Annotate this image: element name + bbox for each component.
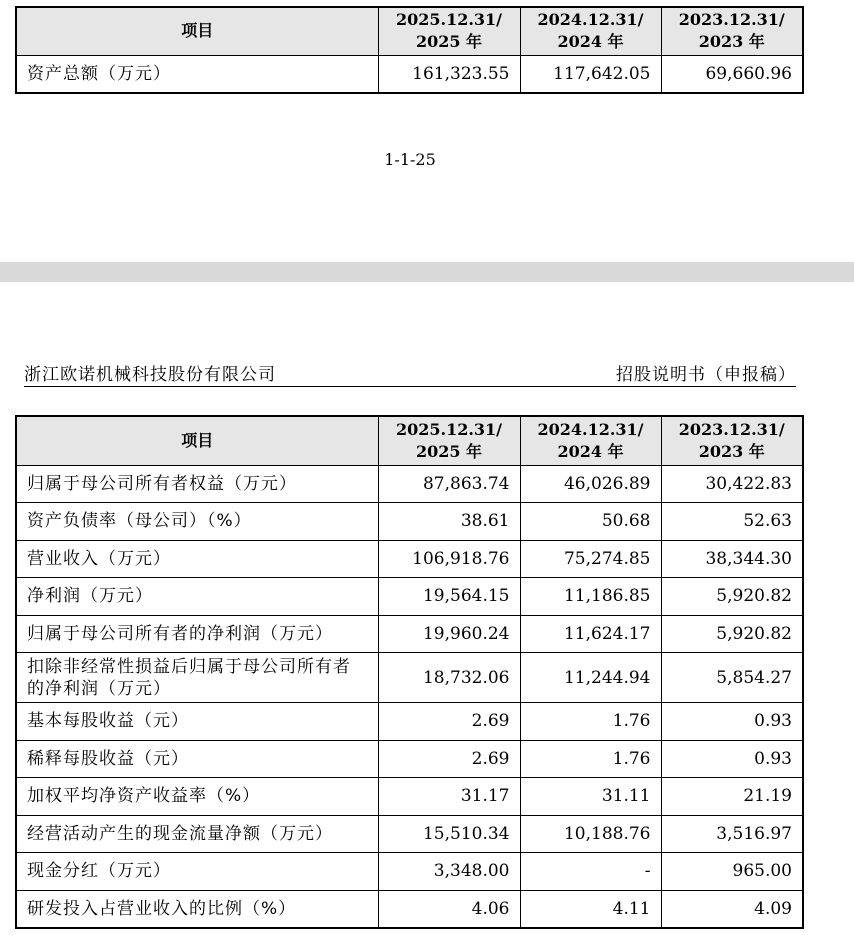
header-item: 项目 xyxy=(16,7,378,55)
row-label: 资产总额（万元） xyxy=(16,55,378,93)
cell-2024: 31.11 xyxy=(520,778,661,816)
cell-2025: 4.06 xyxy=(378,890,520,928)
header-2024 xyxy=(520,7,661,55)
cell-2023: 52.63 xyxy=(661,503,803,541)
cell-2025: 106,918.76 xyxy=(378,540,520,578)
header-2023 xyxy=(661,7,803,55)
row-label: 资产负债率（母公司）（%） xyxy=(16,503,378,541)
header-2023-year: 2023 年 xyxy=(698,441,765,461)
table-row xyxy=(16,615,803,653)
cell-2024: 117,642.05 xyxy=(520,55,661,93)
header-2025-year: 2025 年 xyxy=(415,32,483,52)
table-row xyxy=(16,740,803,778)
financial-table-continued xyxy=(15,6,804,94)
table-row xyxy=(16,653,803,703)
cell-2023: 0.93 xyxy=(661,703,803,741)
cell-2025: 87,863.74 xyxy=(378,465,520,503)
header-2024-year: 2024 年 xyxy=(557,32,624,52)
table-row xyxy=(16,890,803,928)
row-label: 经营活动产生的现金流量净额（万元） xyxy=(16,815,378,853)
header-2025 xyxy=(378,7,520,55)
table-row xyxy=(16,815,803,853)
previous-page xyxy=(0,0,854,262)
table-row xyxy=(16,503,803,541)
row-label: 归属于母公司所有者的净利润（万元） xyxy=(16,615,378,653)
cell-2024: - xyxy=(520,853,661,891)
header-item: 项目 xyxy=(16,416,378,465)
cell-2024: 75,274.85 xyxy=(520,540,661,578)
cell-2025: 18,732.06 xyxy=(378,653,520,703)
company-name: 浙江欧诺机械科技股份有限公司 xyxy=(24,365,276,385)
row-label: 净利润（万元） xyxy=(16,578,378,616)
cell-2025: 3,348.00 xyxy=(378,853,520,891)
cell-2023: 965.00 xyxy=(661,853,803,891)
header-2024-year: 2024 年 xyxy=(557,441,624,461)
cell-2024: 11,186.85 xyxy=(520,578,661,616)
cell-2023: 4.09 xyxy=(661,890,803,928)
row-label: 加权平均净资产收益率（%） xyxy=(16,778,378,816)
table-row xyxy=(16,465,803,503)
cell-2023: 69,660.96 xyxy=(661,55,803,93)
row-label: 营业收入（万元） xyxy=(16,540,378,578)
table-row xyxy=(16,853,803,891)
cell-2024: 11,244.94 xyxy=(520,653,661,703)
table-row xyxy=(16,578,803,616)
header-2025-date: 2025.12.31/ xyxy=(395,10,503,30)
cell-2024: 11,624.17 xyxy=(520,615,661,653)
cell-2023: 5,920.82 xyxy=(661,578,803,616)
cell-2024: 10,188.76 xyxy=(520,815,661,853)
cell-2023: 0.93 xyxy=(661,740,803,778)
cell-2025: 38.61 xyxy=(378,503,520,541)
cell-2025: 161,323.55 xyxy=(378,55,520,93)
header-2024 xyxy=(520,416,661,465)
row-label: 扣除非经常性损益后归属于母公司所有者的净利润（万元） xyxy=(16,653,378,703)
financial-indicators-table xyxy=(15,415,804,929)
table-body xyxy=(16,465,803,928)
cell-2023: 5,920.82 xyxy=(661,615,803,653)
row-label: 归属于母公司所有者权益（万元） xyxy=(16,465,378,503)
document-header xyxy=(24,360,796,387)
header-2024-date: 2024.12.31/ xyxy=(537,10,644,30)
cell-2024: 1.76 xyxy=(520,703,661,741)
cell-2023: 5,854.27 xyxy=(661,653,803,703)
header-2024-date: 2024.12.31/ xyxy=(537,419,644,439)
table-header-row xyxy=(16,7,803,55)
header-2023-date: 2023.12.31/ xyxy=(678,10,785,30)
row-label: 基本每股收益（元） xyxy=(16,703,378,741)
cell-2025: 2.69 xyxy=(378,740,520,778)
table-row xyxy=(16,778,803,816)
header-2025 xyxy=(378,416,520,465)
header-2023-year: 2023 年 xyxy=(698,32,765,52)
row-label: 现金分红（万元） xyxy=(16,853,378,891)
document-title: 招股说明书（申报稿） xyxy=(616,365,796,385)
cell-2025: 31.17 xyxy=(378,778,520,816)
header-2025-date: 2025.12.31/ xyxy=(395,419,503,439)
table-row xyxy=(16,55,803,93)
cell-2024: 50.68 xyxy=(520,503,661,541)
table-row xyxy=(16,703,803,741)
table-row xyxy=(16,540,803,578)
header-2023 xyxy=(661,416,803,465)
cell-2023: 30,422.83 xyxy=(661,465,803,503)
cell-2023: 38,344.30 xyxy=(661,540,803,578)
cell-2024: 46,026.89 xyxy=(520,465,661,503)
row-label: 研发投入占营业收入的比例（%） xyxy=(16,890,378,928)
cell-2024: 4.11 xyxy=(520,890,661,928)
page-cutoff-edge xyxy=(15,929,455,935)
cell-2025: 19,960.24 xyxy=(378,615,520,653)
cell-2023: 21.19 xyxy=(661,778,803,816)
header-2025-year: 2025 年 xyxy=(415,441,483,461)
cell-2024: 1.76 xyxy=(520,740,661,778)
cell-2025: 15,510.34 xyxy=(378,815,520,853)
header-2023-date: 2023.12.31/ xyxy=(678,419,785,439)
page-number: 1-1-25 xyxy=(384,150,436,169)
cell-2025: 19,564.15 xyxy=(378,578,520,616)
cell-2025: 2.69 xyxy=(378,703,520,741)
row-label: 稀释每股收益（元） xyxy=(16,740,378,778)
cell-2023: 3,516.97 xyxy=(661,815,803,853)
table-header-row xyxy=(16,416,803,465)
page-separator xyxy=(0,262,854,282)
